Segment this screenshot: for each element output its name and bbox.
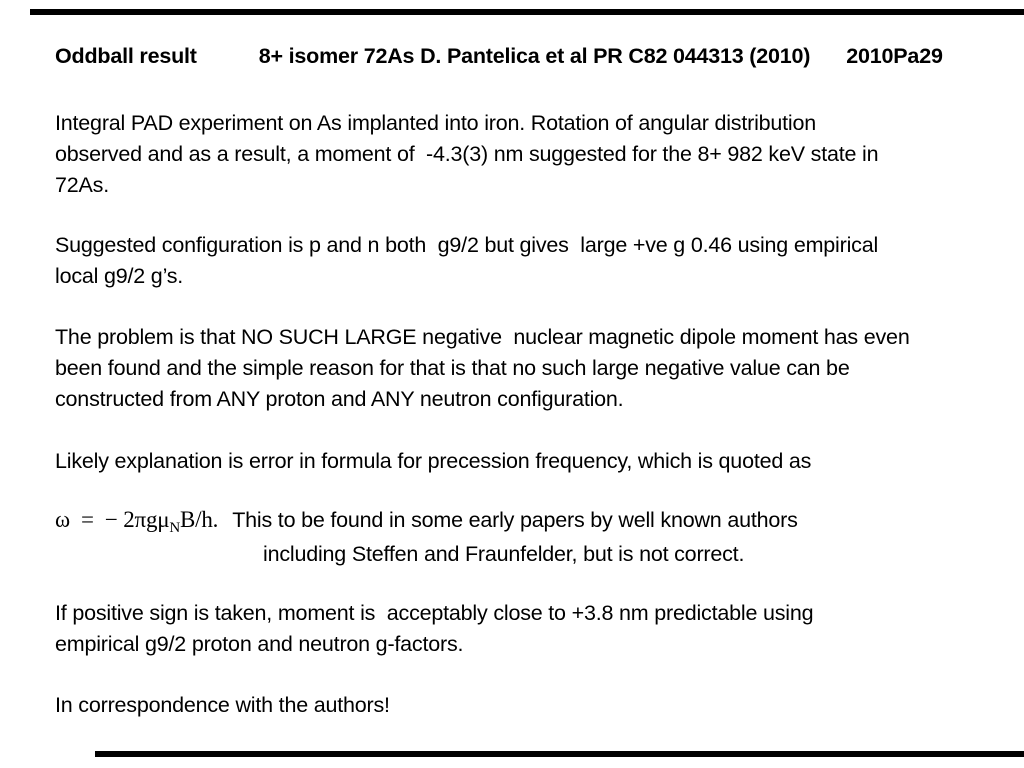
text-line: constructed from ANY proton and ANY neutron configuration. [55, 387, 624, 411]
slide-title-keynumber: 2010Pa29 [846, 44, 943, 68]
formula-comment-line2: including Steffen and Fraunfelder, but is not correct. [263, 542, 745, 566]
text-line: Suggested configuration is p and n both g9/2 but gives large +ve g 0.46 using empirical [55, 233, 879, 257]
text-line: 72As. [55, 173, 109, 197]
bottom-edge-bar [95, 751, 1024, 757]
top-edge-bar [30, 9, 1024, 15]
text-line: In correspondence with the authors! [55, 693, 390, 717]
slide-title-reference: 8+ isomer 72As D. Pantelica et al PR C82 044313 (2010) [258, 44, 811, 68]
text-line: Integral PAD experiment on As implanted into iron. Rotation of angular distribution [55, 111, 817, 135]
formula-comment-line1: This to be found in some early papers by well known authors [232, 508, 798, 532]
paragraph-likely-explanation [55, 446, 811, 477]
formula-block [55, 504, 798, 570]
text-line: observed and as a result, a moment of -4.3(3) nm suggested for the 8+ 982 keV state in [55, 142, 879, 166]
text-line: local g9/2 g’s. [55, 264, 184, 288]
paragraph-positive-sign [55, 598, 813, 660]
precession-formula [55, 504, 218, 539]
formula-lhs: ω = − 2πgμ [55, 507, 170, 532]
text-line: Likely explanation is error in formula for precession frequency, which is quoted as [55, 449, 812, 473]
slide-title [55, 44, 943, 69]
paragraph-correspondence [55, 690, 390, 721]
paragraph-experiment-summary [55, 108, 878, 201]
text-line: The problem is that NO SUCH LARGE negative nuclear magnetic dipole moment has even [55, 325, 910, 349]
formula-rhs: B/h. [180, 507, 219, 532]
slide-title-topic: Oddball result [55, 44, 197, 68]
paragraph-problem-statement [55, 322, 910, 415]
formula-subscript: N [169, 520, 181, 536]
text-line: If positive sign is taken, moment is acceptably close to +3.8 nm predictable using [55, 601, 814, 625]
paragraph-suggested-configuration [55, 230, 878, 292]
text-line: empirical g9/2 proton and neutron g-factors. [55, 632, 464, 656]
text-line: been found and the simple reason for that is that no such large negative value can be [55, 356, 850, 380]
formula-line [55, 504, 798, 539]
